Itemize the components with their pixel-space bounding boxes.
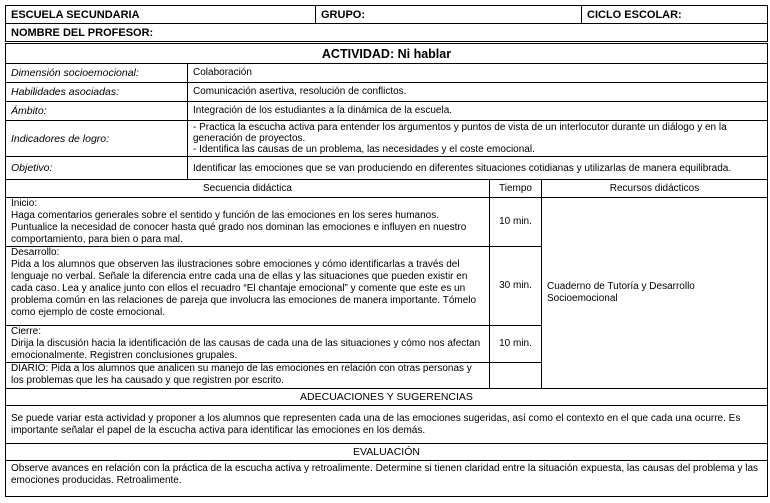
skills-label: Habilidades asociadas: — [6, 83, 188, 102]
sequence-development — [6, 247, 490, 326]
header-table — [5, 5, 768, 42]
school-label: ESCUELA SECUNDARIA — [6, 6, 316, 24]
sequence-heading: Inicio: — [11, 198, 38, 209]
time-closing: 10 min. — [490, 326, 542, 363]
scope-value: Integración de los estudiantes a la dinámica de la escuela. — [188, 102, 768, 121]
dimension-value: Colaboración — [188, 64, 768, 83]
sequence-start — [6, 198, 490, 247]
sequence-text: Dirija la discusión hacia la identificación de las causas de cada una de las situaciones y cómo nos afectan emocionalmente. Registren conclusiones grupales. — [11, 338, 481, 361]
time-development: 30 min. — [490, 247, 542, 326]
sequence-closing — [6, 326, 490, 363]
dimension-label: Dimensión socioemocional: — [6, 64, 188, 83]
activity-title: ACTIVIDAD: Ni hablar — [6, 44, 768, 64]
sequence-heading: Cierre: — [11, 326, 42, 337]
sequence-text: Pida a los alumnos que observen las ilustraciones sobre emociones y cómo identificarlas a través del lenguaje no verbal. Señale la diferencia entre cada una de ellas y las situaciones que pueden existir en cada caso. Lea y analice junto con ellos el recuadro “El chantaje emocional” y comente que este es un problema común en las relaciones de pareja que involucra las emociones de manera importante. Tómelo como ejemplo de coste emocional. — [11, 259, 477, 318]
sequence-heading: Desarrollo: — [11, 247, 60, 258]
adaptations-text: Se puede variar esta actividad y proponer a los alumnos que representen cada una de las emociones sugeridas, así como el contexto en el que cada una ocurre. Es importante señalar el papel de la escucha activa para identificar las emociones en los demás. — [6, 406, 768, 444]
indicator-item: - Identifica las causas de un problema, las necesidades y el coste emocional. — [193, 144, 535, 155]
time-diary — [490, 363, 542, 389]
time-start: 10 min. — [490, 198, 542, 247]
activity-table — [5, 43, 768, 497]
evaluation-title: EVALUACIÓN — [6, 444, 768, 461]
time-header: Tiempo — [490, 180, 542, 198]
indicators-value — [188, 121, 768, 157]
sequence-diary — [6, 363, 490, 389]
group-label: GRUPO: — [316, 6, 582, 24]
resources-cell: Cuaderno de Tutoría y Desarrollo Socioemocional — [542, 198, 768, 389]
school-year-label: CICLO ESCOLAR: — [582, 6, 768, 24]
indicators-label: Indicadores de logro: — [6, 121, 188, 157]
indicator-item: - Practica la escucha activa para entender los argumentos y puntos de vista de un interlocutor durante un diálogo y en la generación de proyectos. — [193, 122, 727, 144]
objective-value: Identificar las emociones que se van produciendo en diferentes situaciones cotidianas y utilizarlas de manera equilibrada. — [188, 157, 768, 180]
teacher-label: NOMBRE DEL PROFESOR: — [6, 24, 768, 42]
sequence-text: Haga comentarios generales sobre el sentido y función de las emociones en los seres humanos. Puntualice la necesidad de conocer hasta qué grado nos dominan las emociones e influyen en nuestro comportamiento, para bien o para mal. — [11, 210, 467, 245]
objective-label: Objetivo: — [6, 157, 188, 180]
evaluation-text: Observe avances en relación con la práctica de la escucha activa y retroalimente. Determine si tienen claridad entre la situación expuesta, las causas del problema y las emociones producidas. Retroalimente. — [6, 461, 768, 497]
sequence-text: DIARIO: Pida a los alumnos que analicen su manejo de las emociones en relación con otras personas y los problemas que les ha causado y que registren por escrito. — [11, 363, 472, 386]
sequence-header: Secuencia didáctica — [6, 180, 490, 198]
resources-header: Recursos didácticos — [542, 180, 768, 198]
adaptations-title: ADECUACIONES Y SUGERENCIAS — [6, 389, 768, 406]
scope-label: Ámbito: — [6, 102, 188, 121]
skills-value: Comunicación asertiva, resolución de conflictos. — [188, 83, 768, 102]
